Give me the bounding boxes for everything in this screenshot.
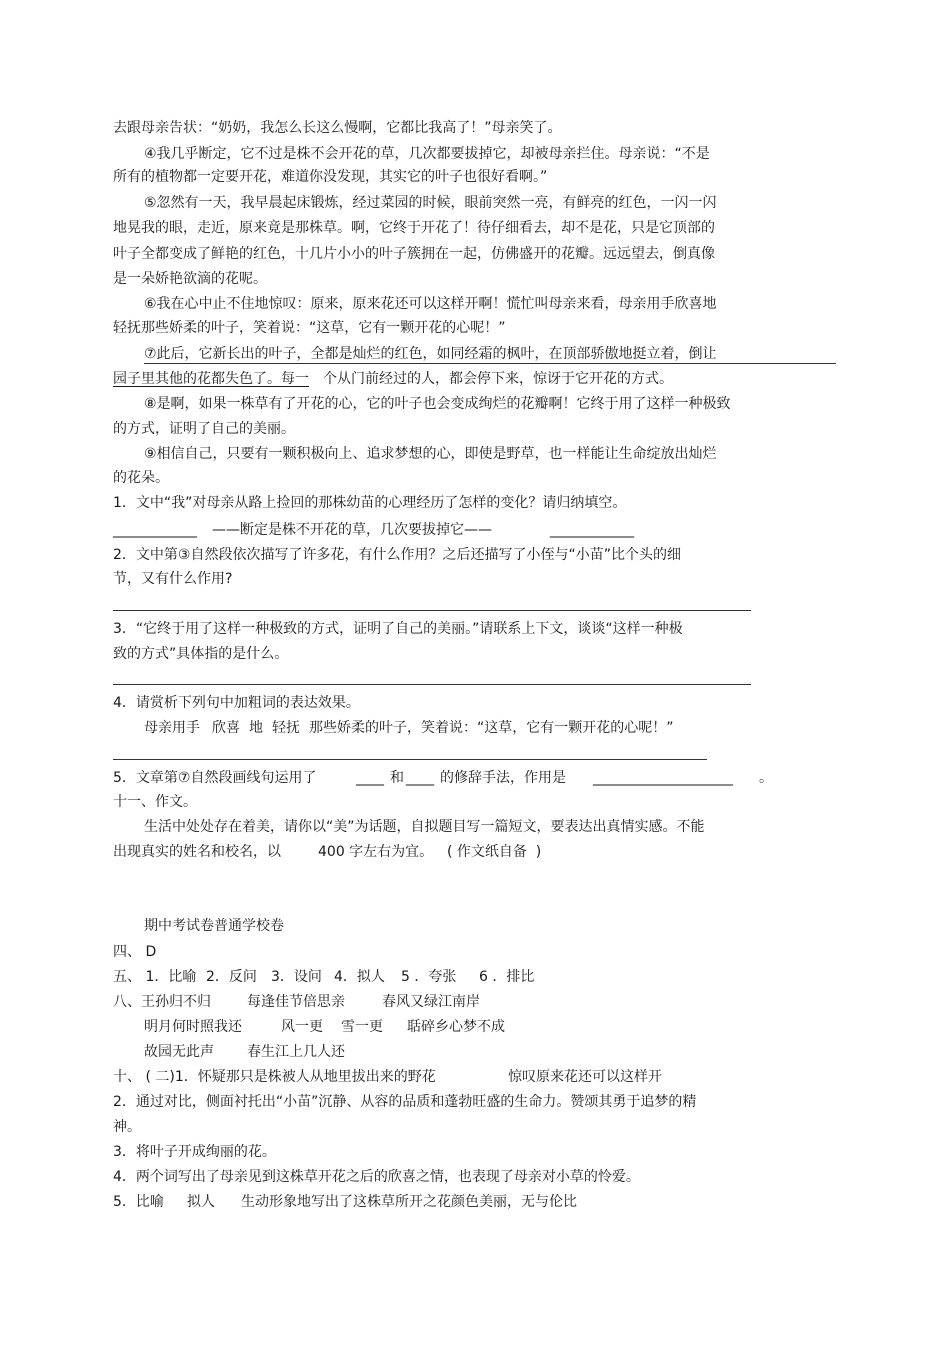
- text-span: 5．比喻: [113, 1194, 164, 1210]
- passage-line: [0, 142, 950, 166]
- passage-line: [0, 417, 950, 441]
- text-span: 5 ．夸张: [401, 969, 457, 985]
- answer-blank[interactable]: ____: [356, 770, 384, 786]
- text-span: 五、 1．比喻: [113, 969, 197, 985]
- passage-line: [0, 392, 950, 416]
- text-span: 八、王孙归不归: [113, 994, 211, 1010]
- question-1-fill: [0, 518, 950, 542]
- passage-line: [0, 316, 950, 340]
- answer-line-10-5: [0, 1190, 950, 1214]
- text-span: 春风又绿江南岸: [382, 994, 480, 1010]
- text-span: 轻抚那些娇柔的叶子，笑着说：“这草，它有一颗开花的心呢！”: [113, 320, 506, 336]
- text-span: 3．设问: [271, 969, 322, 985]
- text-span: 400 字左右为宜。: [318, 844, 434, 860]
- text-span: 地晃我的眼，走近，原来竟是那株草。啊，它终于开花了！待仔细看去，却不是花，只是它顶部的: [113, 220, 715, 236]
- answer-blank[interactable]: ____________: [550, 522, 634, 538]
- text-span: 聒碎乡心梦不成: [407, 1019, 505, 1035]
- text-span: ④我几乎断定，它不过是株不会开花的草，几次都要拔掉它，却被母亲拦住。母亲说：“不是: [144, 146, 710, 162]
- passage-line: [0, 165, 950, 189]
- text-span: 6 ．排比: [479, 969, 535, 985]
- text-span: 所有的植物都一定要开花，难道你没发现，其实它的叶子也很好看啊。”: [113, 169, 548, 185]
- text-span: 期中考试卷普通学校卷: [144, 918, 284, 934]
- answer-line-5: [0, 965, 950, 989]
- text-span: 故园无此声: [144, 1044, 214, 1060]
- question-2: [0, 543, 950, 567]
- text-span: 是一朵娇艳欲滴的花呢。: [113, 271, 267, 287]
- text-span: 4．拟人: [334, 969, 385, 985]
- question-4-sentence: [0, 716, 950, 740]
- answer-line-8b: [0, 1015, 950, 1039]
- text-span: 风一更: [281, 1019, 323, 1035]
- answer-blank[interactable]: ____________________: [593, 770, 733, 786]
- text-span: 。: [759, 770, 773, 786]
- text-span: 3．“它终于用了这样一种极致的方式，证明了自己的美丽。”请联系上下文，谈谈“这样一种极: [113, 621, 683, 637]
- bold-word: 欣喜: [212, 720, 240, 736]
- text-span: 神。: [113, 1119, 141, 1135]
- text-span: 5．文章第⑦自然段画线句运用了: [113, 770, 317, 786]
- text-span: 2．通过对比，侧面衬托出“小苗”沉静、从容的品质和蓬勃旺盛的生命力。赞颂其勇于追梦的精: [113, 1094, 697, 1110]
- answer-line-10-3: [0, 1140, 950, 1164]
- text-span: 的方式，证明了自己的美丽。: [113, 421, 295, 437]
- text-span: 地: [249, 720, 263, 736]
- passage-line: [0, 367, 950, 391]
- text-span: 致的方式”具体指的是什么。: [113, 646, 289, 662]
- answer-line[interactable]: [113, 759, 707, 760]
- text-span: 生动形象地写出了这株草所开之花颜色美丽，无与伦比: [241, 1194, 577, 1210]
- answer-line-4: [0, 940, 950, 964]
- answer-line[interactable]: [113, 610, 751, 611]
- text-span: 2．反问: [206, 969, 257, 985]
- passage-line: [0, 191, 950, 215]
- text-span: 明月何时照我还: [144, 1019, 242, 1035]
- passage-line: [0, 466, 950, 490]
- text-span: 出现真实的姓名和校名，以: [113, 844, 281, 860]
- answers-title: [0, 914, 950, 938]
- text-span: ⑦此后，它新长出的叶子，全都是灿烂的红色，如同经霜的枫叶，在顶部骄傲地挺立着，倒让: [144, 346, 717, 362]
- text-span: ( 作文纸自备 ): [447, 844, 542, 860]
- text-span: 春生江上几人还: [247, 1044, 345, 1060]
- answer-blank[interactable]: ____________: [113, 522, 197, 538]
- answer-line-10-4: [0, 1165, 950, 1189]
- text-span: 的修辞手法，作用是: [440, 770, 566, 786]
- text-span: 四、 D: [113, 944, 157, 960]
- text-span: ——断定是株不开花的草，几次要拔掉它——: [212, 522, 492, 538]
- text-span: 每逢佳节倍思亲: [247, 994, 345, 1010]
- answer-blank[interactable]: ____: [406, 770, 434, 786]
- text-span: 生活中处处存在着美，请你以“美”为话题，自拟题目写一篇短文，要表达出真情实感。不能: [144, 819, 705, 835]
- text-span: 3．将叶子开成绚丽的花。: [113, 1144, 276, 1160]
- answer-line[interactable]: [113, 684, 751, 685]
- text-span: 十、 ( 二)1．怀疑那只是株被人从地里拔出来的野花: [113, 1069, 436, 1085]
- question-3: [0, 617, 950, 641]
- text-span: 惊叹原来花还可以这样开: [508, 1069, 662, 1085]
- question-2-cont: [0, 567, 950, 591]
- text-span: 和: [390, 770, 404, 786]
- underline-rule: [144, 363, 836, 364]
- essay-prompt: [0, 815, 950, 839]
- passage-line: [0, 242, 950, 266]
- question-1: [0, 491, 950, 515]
- answer-line-8: [0, 990, 950, 1014]
- answer-line-10-2b: [0, 1115, 950, 1139]
- text-span: 4．请赏析下列句中加粗词的表达效果。: [113, 695, 360, 711]
- question-4: [0, 691, 950, 715]
- passage-line: [0, 292, 950, 316]
- answer-line-10-2: [0, 1090, 950, 1114]
- text-span: ⑨相信自己，只要有一颗积极向上、追求梦想的心，即使是野草，也一样能让生命绽放出灿烂: [144, 446, 717, 462]
- text-span: 十一、作文。: [113, 794, 197, 810]
- answer-line-10: [0, 1065, 950, 1089]
- text-span: 2．文中第③自然段依次描写了许多花，有什么作用？之后还描写了小侄与“小苗”比个头的细: [113, 547, 681, 563]
- text-span: 节，又有什么作用?: [113, 571, 233, 587]
- text-span: 母亲用手: [144, 720, 200, 736]
- question-3-cont: [0, 642, 950, 666]
- text-span: 1．文中“我”对母亲从路上捡回的那株幼苗的心理经历了怎样的变化？请归纳填空。: [113, 495, 627, 511]
- text-span: 个从门前经过的人，都会停下来，惊讶于它开花的方式。: [323, 371, 673, 387]
- text-span: ⑤忽然有一天，我早晨起床锻炼，经过菜园的时候，眼前突然一亮，有鲜亮的红色，一闪一闪: [144, 195, 717, 211]
- essay-prompt-cont: [0, 840, 950, 864]
- passage-line: [0, 442, 950, 466]
- passage-line: [0, 216, 950, 240]
- text-span: 拟人: [187, 1194, 215, 1210]
- bold-word: 轻抚: [272, 720, 300, 736]
- text-span: 那些娇柔的叶子，笑着说：“这草，它有一颗开花的心呢！”: [309, 720, 674, 736]
- passage-line: [0, 267, 950, 291]
- passage-line: [0, 116, 950, 140]
- essay-heading: [0, 790, 950, 814]
- text-span: 4．两个词写出了母亲见到这株草开花之后的欣喜之情，也表现了母亲对小草的怜爱。: [113, 1169, 640, 1185]
- answer-line-8c: [0, 1040, 950, 1064]
- text-span: 叶子全都变成了鲜艳的红色，十几片小小的叶子簇拥在一起，仿佛盛开的花瓣。远远望去，倒真像: [113, 246, 715, 262]
- underlined-text: 园子里其他的花都失色了。每一: [113, 371, 309, 387]
- text-span: 雪一更: [341, 1019, 383, 1035]
- text-span: ⑥我在心中止不住地惊叹：原来，原来花还可以这样开啊！慌忙叫母亲来看，母亲用手欣喜地: [144, 296, 717, 312]
- text-span: 去跟母亲告状：“奶奶，我怎么长这么慢啊，它都比我高了！”母亲笑了。: [113, 120, 562, 136]
- question-5: [0, 766, 950, 790]
- text-span: ⑧是啊，如果一株草有了开花的心，它的叶子也会变成绚烂的花瓣啊！它终于用了这样一种极致: [144, 396, 731, 412]
- text-span: 的花朵。: [113, 470, 169, 486]
